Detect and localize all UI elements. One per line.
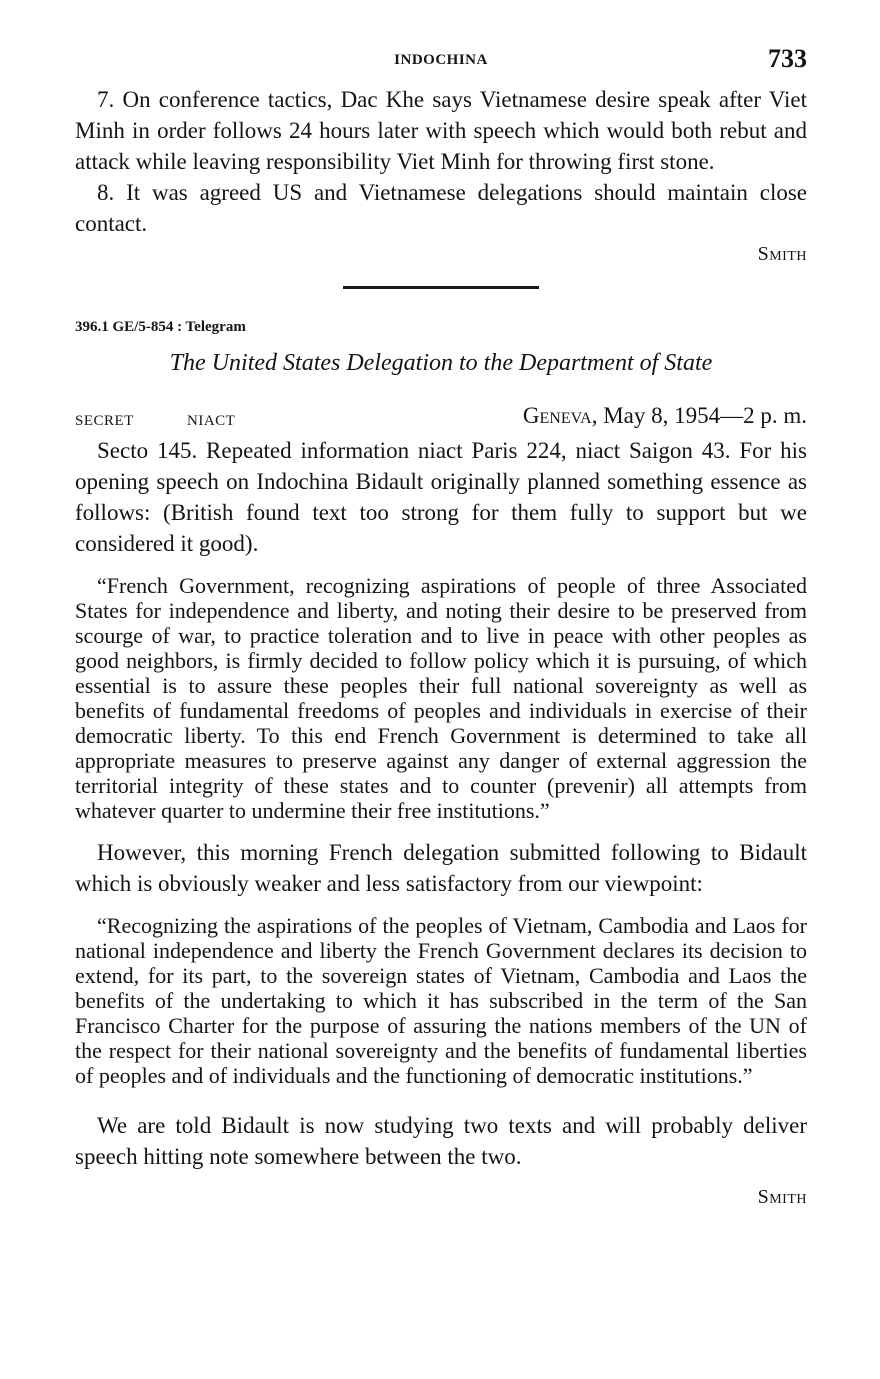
classification-secret: SECRET	[75, 413, 134, 429]
dateline-place: Geneva	[522, 403, 592, 428]
paragraph-8: 8. It was agreed US and Vietnamese delegations should maintain close contact.	[75, 180, 807, 236]
file-reference: 396.1 GE/5-854 : Telegram	[75, 319, 246, 335]
paragraph-7: 7. On conference tactics, Dac Khe says Vietnamese desire speak after Viet Minh in order follows 24 hours later with speech which would both rebut and attack while leaving responsibility Viet Minh for throwing first stone.	[75, 87, 807, 174]
dateline-date: , May 8, 1954—2 p. m.	[591, 403, 807, 428]
telegram-document	[75, 319, 807, 1209]
running-head: INDOCHINA	[394, 52, 488, 68]
signature-smith-bottom: Smith	[757, 1186, 807, 1208]
intro-paragraph: Secto 145. Repeated information niact Paris 224, niact Saigon 43. For his opening speech on Indochina Bidault originally planned something essence as follows: (British found text too strong for them fully to support but we considered it good).	[75, 438, 807, 556]
dateline	[523, 403, 807, 429]
previous-telegram-ending	[75, 84, 807, 266]
page-number: 733	[768, 44, 807, 73]
closing-paragraph: We are told Bidault is now studying two texts and will probably deliver speech hitting note somewhere between the two.	[75, 1113, 807, 1169]
document-title: The United States Delegation to the Department of State	[169, 350, 713, 376]
second-quoted-text: “Recognizing the aspirations of the peoples of Vietnam, Cambodia and Laos for national independence and liberty the French Government declares its decision to extend, for its part, to the sovereign states of Vietnam, Cambodia and Laos the benefits of the undertaking to which it has subscribed in the term of the San Francisco Charter for the purpose of assuring the nations members of the UN of the respect for their national sovereignty and the benefits of fundamental liberties of peoples and of individuals and the functioning of democratic institutions.”	[75, 913, 807, 1088]
section-divider-rule	[343, 286, 539, 289]
page-header	[75, 0, 807, 84]
first-quoted-text: “French Government, recognizing aspirations of people of three Associated States for independence and liberty, and noting their desire to be preserved from scourge of war, to practice toleration and to live in peace with other peoples as good neighbors, is firmly decided to follow policy which it is pursuing, of which essential is to assure these peoples their full national sovereignty as well as benefits of fundamental freedoms of peoples and individuals in exercise of their democratic liberty. To this end French Government is determined to take all appropriate measures to preserve against any danger of external aggression the territorial integrity of these states and to counter (prevenir) all attempts from whatever quarter to undermine their free institutions.”	[75, 573, 807, 823]
middle-paragraph: However, this morning French delegation submitted following to Bidault which is obviously weaker and less satisfactory from our viewpoint:	[75, 840, 807, 896]
classification-line	[75, 401, 807, 435]
classification-niact: NIACT	[187, 413, 236, 429]
document-page	[75, 0, 807, 1379]
signature-smith-top: Smith	[757, 243, 807, 265]
